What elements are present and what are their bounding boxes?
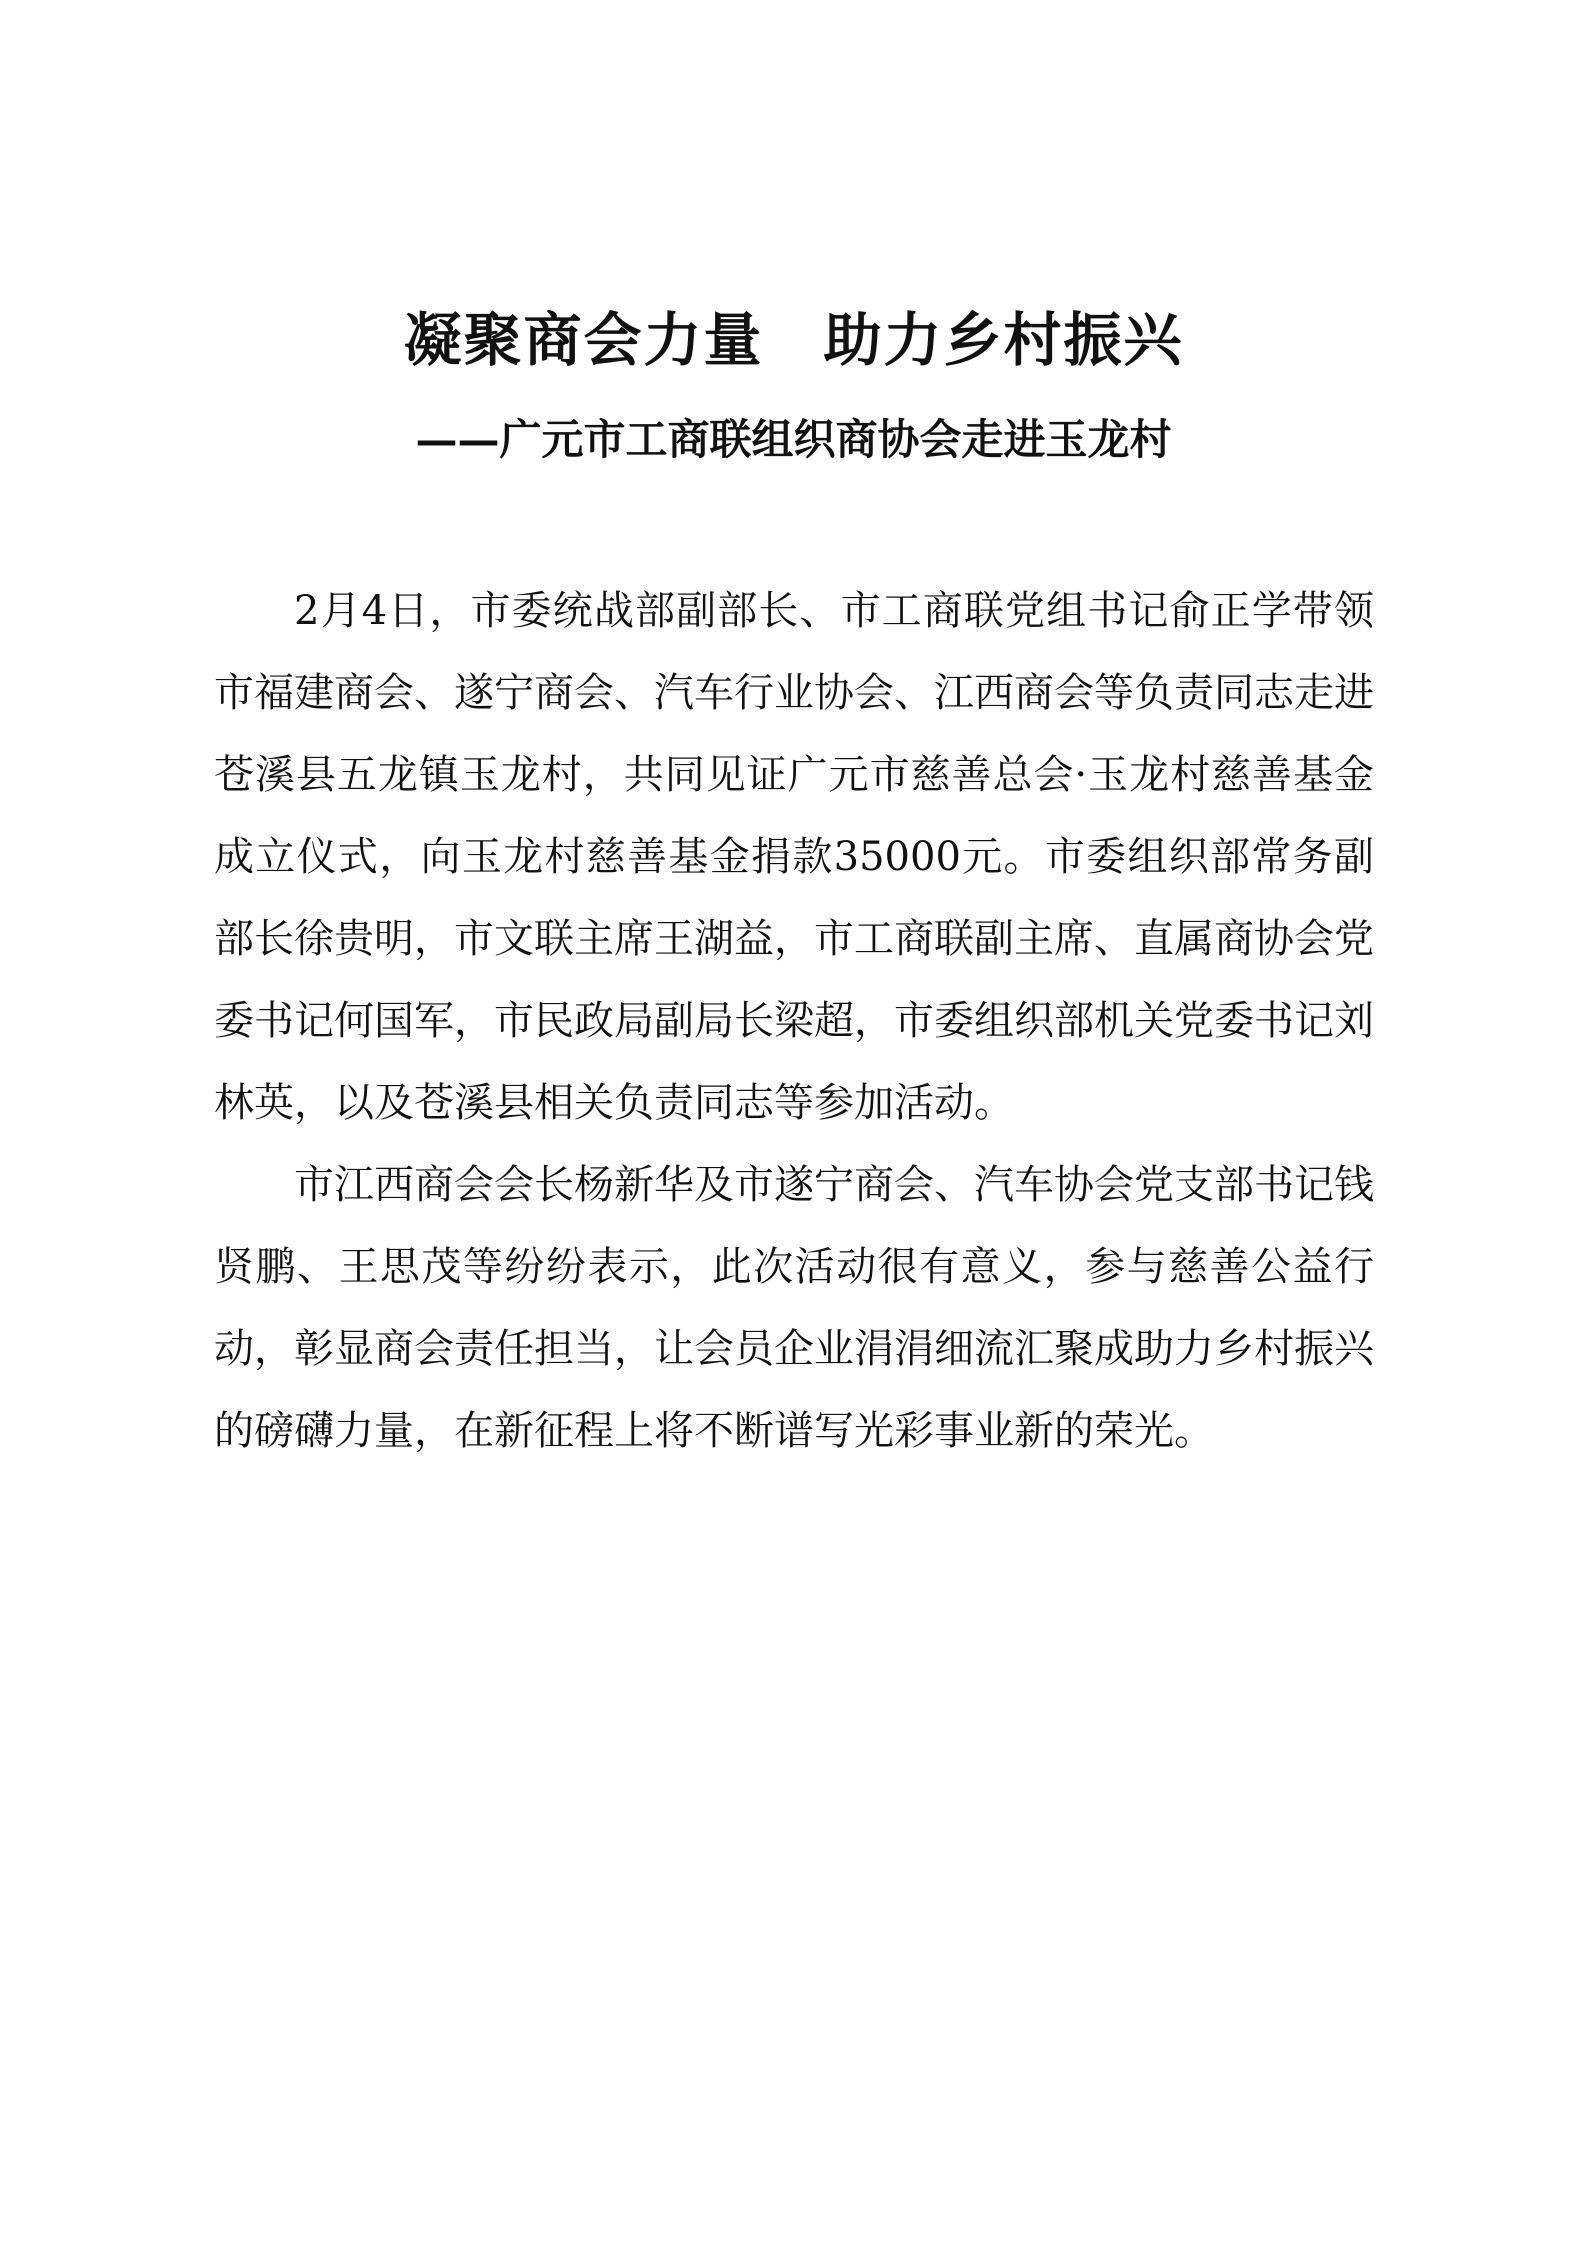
document-subtitle: ——广元市工商联组织商协会走进玉龙村: [415, 415, 1172, 464]
paragraph-2: 市江西商会会长杨新华及市遂宁商会、汽车协会党支部书记钱贤鹏、王思茂等纷纷表示，此次活动很有意义，参与慈善公益行动，彰显商会责任担当，让会员企业涓涓细流汇聚成助力乡村振兴的磅礴力量，在新征程上将不断谱写光彩事业新的荣光。: [214, 1162, 1374, 1454]
document-body: [214, 570, 1374, 1472]
paragraph-1: 2月4日，市委统战部副部长、市工商联党组书记俞正学带领市福建商会、遂宁商会、汽车行业协会、江西商会等负责同志走进苍溪县五龙镇玉龙村，共同见证广元市慈善总会·玉龙村慈善基金成立仪式，向玉龙村慈善基金捐款35000元。市委组织部常务副部长徐贵明，市文联主席王湖益，市工商联副主席、直属商协会党委书记何国军，市民政局副局长梁超，市委组织部机关党委书记刘林英，以及苍溪县相关负责同志等参加活动。: [214, 588, 1374, 1126]
document-title: 凝聚商会力量 助力乡村振兴: [403, 306, 1184, 374]
